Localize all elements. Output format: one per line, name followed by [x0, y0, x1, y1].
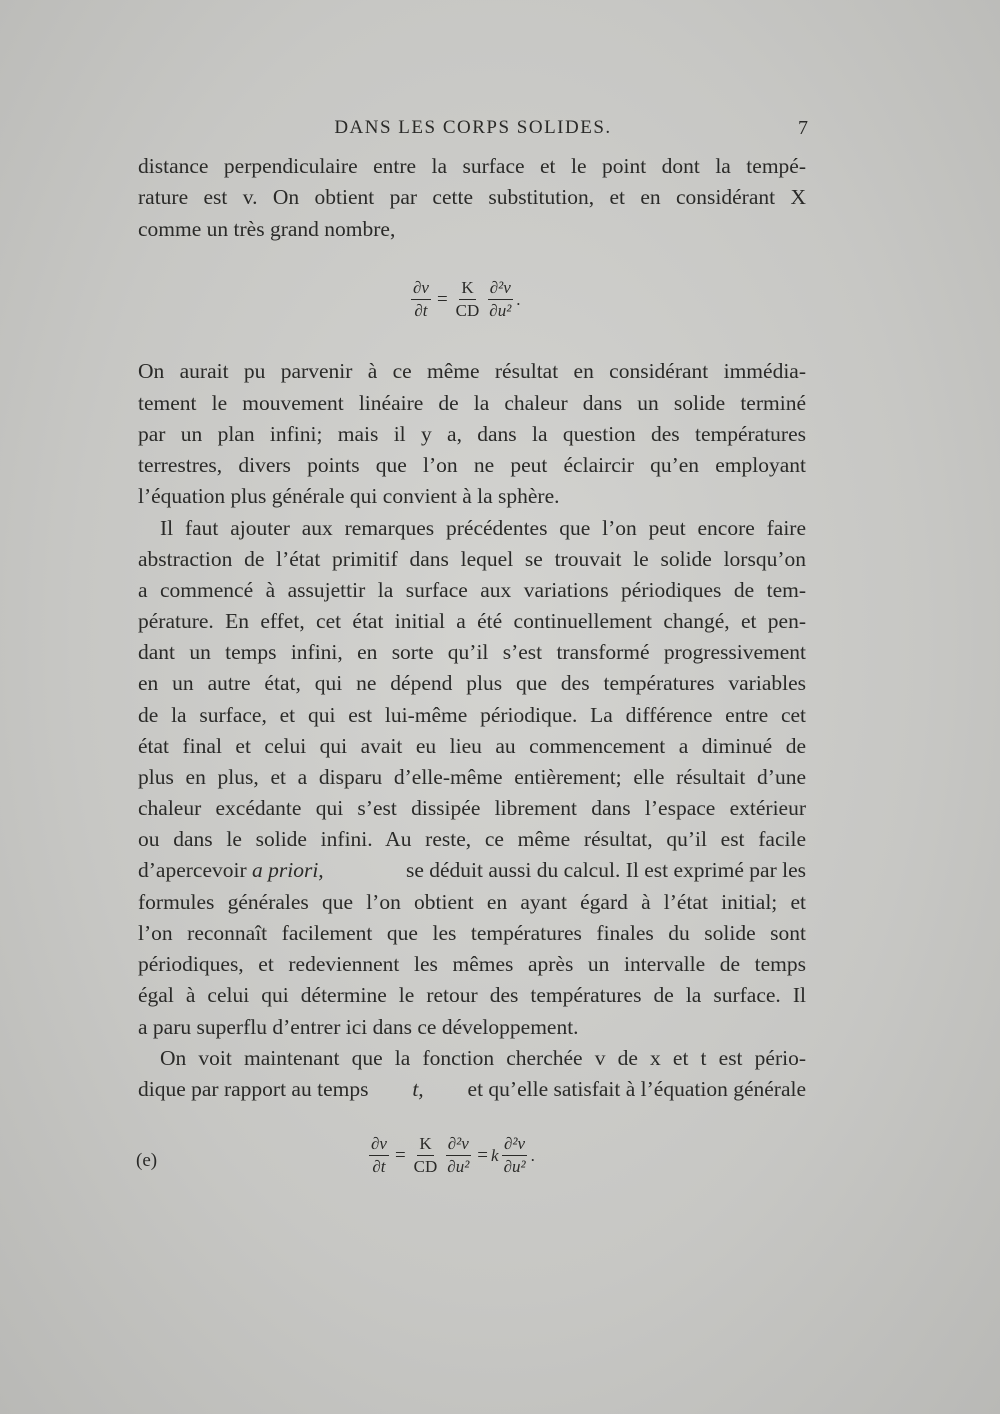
text-line: périodiques, et redeviennent les mêmes après un intervalle de temps — [138, 952, 806, 976]
denominator: CD — [413, 1157, 438, 1176]
text-line-with-italic — [138, 1074, 806, 1104]
equals-sign: = — [436, 288, 448, 310]
text-span: dique par rapport au temps — [138, 1077, 369, 1101]
text-line: ou dans le solide infini. Au reste, ce même résultat, qu’il est facile — [138, 827, 806, 851]
fraction-dv-dt — [369, 1134, 389, 1177]
text-span: et qu’elle satisfait à l’équation générale — [467, 1077, 806, 1101]
text-span: se déduit aussi du calcul. Il est exprimé par les — [405, 858, 806, 882]
text-line: par un plan infini; mais il y a, dans la question des températures — [138, 422, 806, 446]
running-title: DANS LES CORPS SOLIDES. — [334, 117, 612, 138]
text-line: formules générales que l’on obtient en ayant égard à l’état initial; et — [138, 890, 806, 914]
numerator: ∂v — [411, 278, 431, 300]
equals-sign: = — [477, 1144, 489, 1166]
numerator: ∂v — [369, 1134, 389, 1156]
numerator: K — [459, 278, 475, 300]
period: . — [530, 1145, 535, 1165]
text-line: plus en plus, et a disparu d’elle-même entièrement; elle résultait d’une — [138, 765, 806, 789]
denominator: ∂u² — [503, 1157, 526, 1176]
denominator: ∂u² — [489, 301, 512, 320]
text-line: chaleur excédante qui s’est dissipée librement dans l’espace extérieur — [138, 796, 806, 820]
page-header — [138, 117, 808, 145]
text-line: pérature. En effet, cet état initial a été continuellement changé, et pen- — [138, 609, 806, 633]
period: . — [516, 289, 521, 309]
text-line: Il faut ajouter aux remarques précédentes que l’on peut encore faire — [160, 516, 806, 540]
fraction-dv-dt — [411, 278, 431, 321]
constant-k: k — [491, 1145, 499, 1165]
text-line-with-italic — [138, 855, 806, 885]
fraction-d2v-du2 — [502, 1134, 528, 1177]
denominator: ∂u² — [447, 1157, 470, 1176]
numerator: K — [417, 1134, 433, 1156]
text-line: comme un très grand nombre, — [138, 217, 396, 241]
text-line: en un autre état, qui ne dépend plus que des températures variables — [138, 671, 806, 695]
equation-label: (e) — [136, 1150, 158, 1171]
page-number: 7 — [798, 117, 808, 139]
text-line: tement le mouvement linéaire de la chaleur dans un solide terminé — [138, 391, 806, 415]
text-line: l’on reconnaît facilement que les températures finales du solide sont — [138, 921, 806, 945]
text-line: terrestres, divers points que l’on ne peut éclaircir qu’en employant — [138, 453, 806, 477]
text-line: a paru superflu d’entrer ici dans ce développement. — [138, 1015, 579, 1039]
text-line: distance perpendiculaire entre la surface et le point dont la tempé- — [138, 154, 806, 178]
equation-heat — [408, 278, 521, 321]
numerator: ∂²v — [488, 278, 513, 300]
numerator: ∂²v — [446, 1134, 471, 1156]
text-line: égal à celui qui détermine le retour des températures de la surface. Il — [138, 983, 806, 1007]
text-line: On aurait pu parvenir à ce même résultat en considérant immédia- — [138, 359, 806, 383]
denominator: ∂t — [372, 1157, 386, 1176]
italic-phrase: a priori, — [252, 858, 324, 882]
denominator: CD — [455, 301, 480, 320]
fraction-k-cd — [412, 1134, 440, 1177]
text-line: de la surface, et qui est lui-même périodique. La différence entre cet — [138, 703, 806, 727]
text-line: abstraction de l’état primitif dans lequel se trouvait le solide lorsqu’on — [138, 547, 806, 571]
fraction-k-cd — [454, 278, 482, 321]
text-line: l’équation plus générale qui convient à la sphère. — [138, 484, 560, 508]
text-span: d’apercevoir — [138, 858, 247, 882]
denominator: ∂t — [414, 301, 428, 320]
text-line: rature est v. On obtient par cette substitution, et en considérant X — [138, 185, 806, 209]
text-line: état final et celui qui avait eu lieu au commencement a diminué de — [138, 734, 806, 758]
italic-variable: t, — [412, 1077, 424, 1101]
fraction-d2v-du2 — [445, 1134, 471, 1177]
equation-general — [366, 1134, 535, 1177]
numerator: ∂²v — [502, 1134, 527, 1156]
text-line: dant un temps infini, en sorte qu’il s’est transformé progressivement — [138, 640, 806, 664]
fraction-d2v-du2 — [487, 278, 513, 321]
text-line: On voit maintenant que la fonction cherchée v de x et t est pério- — [160, 1046, 806, 1070]
equals-sign: = — [394, 1144, 406, 1166]
text-line: a commencé à assujettir la surface aux variations périodiques de tem- — [138, 578, 806, 602]
